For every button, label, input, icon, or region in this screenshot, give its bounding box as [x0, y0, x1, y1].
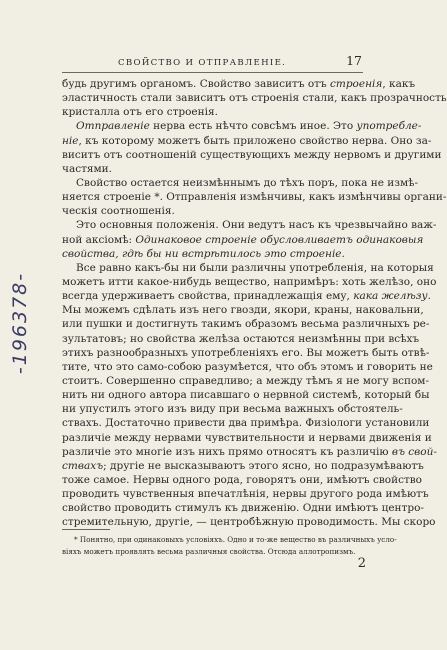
text-line — [62, 487, 429, 501]
footnote-rule — [62, 529, 110, 530]
text-line — [62, 148, 442, 162]
text-line — [62, 119, 422, 133]
emphasis-text: Одинаковое строенiе обусловливаетъ одинаковыя — [135, 233, 424, 246]
text-run: нерва есть нѣчто совсѣмъ иное. Это — [149, 120, 357, 133]
text-line — [62, 374, 430, 388]
text-run: , какъ — [382, 78, 416, 90]
emphasis-text: употребле- — [356, 120, 422, 133]
text-line — [62, 360, 433, 374]
emphasis-text: кака желѣзу — [353, 290, 428, 303]
text-line — [62, 233, 424, 247]
text-run: тоже самое. Нервы одного рода, говорятъ они, имѣютъ свойство — [62, 473, 422, 486]
margin-catalog-number — [8, 258, 32, 388]
text-line — [62, 416, 430, 430]
text-run: всегда удерживаетъ свойства, принадлежащiя ему, — [62, 290, 354, 303]
text-line — [62, 402, 403, 416]
signature-mark: 2 — [357, 556, 366, 571]
footnote — [62, 534, 397, 559]
text-line — [62, 473, 422, 487]
text-run: будь другимъ органомъ. Свойство зависитъ отъ — [62, 78, 330, 90]
text-run: Это основныя положенiя. Они ведутъ насъ къ чрезвычайно важ- — [76, 219, 437, 232]
emphasis-text: въ свой- — [391, 445, 437, 458]
emphasis-text: нiе — [62, 134, 79, 147]
text-run: тите, что это само-собою разумѣется, что объ этомъ и говорить не — [62, 360, 433, 373]
footnote-line: вiяхъ можетъ проявлять весьма различныя свойства. Отсюда аллотропизмъ. — [62, 547, 356, 557]
text-line — [62, 275, 437, 289]
text-run: Мы можемъ сдѣлать изъ него гвозди, якори, краны, наковальни, — [62, 304, 424, 317]
text-run: можетъ итти какое-нибудь вещество, напримѣръ: хоть желѣзо, оно — [62, 275, 437, 288]
text-line — [62, 431, 432, 445]
text-run: ствахъ. Достаточно привести два примѣра. Физiологи установили — [62, 417, 430, 430]
text-line — [62, 346, 430, 360]
text-line — [62, 289, 431, 303]
text-line — [62, 91, 447, 105]
body-text — [62, 77, 447, 530]
running-header — [62, 53, 362, 70]
emphasis-text: свойства, гдѣ бы ни встрѣтилось это строенiе. — [62, 247, 345, 260]
text-line — [62, 190, 447, 204]
text-run: ни упустилъ этого изъ виду при весьма важныхъ обстоятель- — [62, 403, 403, 416]
text-line — [62, 445, 437, 459]
text-line — [62, 459, 424, 473]
text-run: стоитъ. Совершенно справедливо; а между тѣмъ я не могу вспом- — [62, 374, 430, 387]
text-line — [62, 515, 436, 529]
header-rule — [62, 72, 363, 73]
text-run: ной аксiомѣ: — [62, 233, 136, 246]
text-line — [62, 204, 363, 218]
text-line — [62, 218, 437, 232]
text-run: Все равно какъ-бы ни были различны употребленiя, на которыя — [76, 261, 434, 274]
text-line — [62, 317, 430, 331]
emphasis-text: Отправленiе — [76, 120, 150, 133]
footnote-line: * Понятно, при одинаковыхъ условiяхъ. Одно и то-же вещество въ различныхъ усло- — [74, 535, 397, 544]
text-run: кристалла отъ его строенiя. — [62, 106, 218, 119]
text-run: ; другiе не высказываютъ этого ясно, но подразумѣваютъ — [103, 459, 424, 472]
text-run: эластичность стали зависитъ отъ строенiя стали, какъ прозрачность — [62, 92, 447, 105]
running-title: СВОЙСТВО И ОТПРАВЛЕНIЕ. — [118, 58, 287, 68]
text-run: различiе между нервами чувствительности и нервами движенiя и — [62, 431, 432, 444]
emphasis-text: строенiя — [330, 78, 383, 90]
text-run: стремительную, другiе, — центробѣжную проводимость. Мы скоро — [62, 516, 436, 529]
text-run: свойство проводить стимулъ къ движенiю. Одни имѣютъ центро- — [62, 502, 424, 515]
text-run: ческiя соотношенiя. — [62, 205, 175, 218]
text-line — [62, 247, 363, 261]
text-line — [62, 388, 430, 402]
text-run: зультатовъ; но свойства желѣза остаются неизмѣнны при всѣхъ — [62, 332, 420, 345]
text-line — [62, 162, 363, 176]
text-line — [62, 105, 363, 119]
text-run: виситъ отъ соотношенiй существующихъ между нервомъ и другими — [62, 148, 442, 161]
text-run: или пушки и достигнуть такимъ образомъ весьма различныхъ ре- — [62, 318, 430, 331]
text-line — [62, 77, 416, 91]
text-run: няется строенiе *. Отправленiя измѣнчивы, какъ измѣнчивы органи- — [62, 191, 447, 204]
margin-catalog-number-text: -196378- — [9, 271, 31, 375]
text-line — [62, 501, 424, 515]
text-line — [62, 134, 432, 148]
text-run: различiе это многiе изъ нихъ прямо относятъ къ различiю — [62, 445, 392, 458]
text-run: Свойство остается неизмѣннымъ до тѣхъ поръ, пока не измѣ- — [76, 176, 419, 189]
text-run: проводить чувственныя впечатлѣнiя, нервы другого рода имѣютъ — [62, 488, 429, 501]
emphasis-text: ствахъ — [62, 459, 104, 472]
text-line — [62, 332, 420, 346]
text-run: , къ которому можетъ быть приложено свойство нерва. Оно за- — [78, 134, 432, 147]
text-run: нить ни одного автора писавшаго о нервной системѣ, который бы — [62, 389, 430, 402]
text-run: этихъ разнообразныхъ употребленiяхъ его. Вы можетъ быть отвѣ- — [62, 346, 430, 359]
text-line — [62, 176, 419, 190]
page-number: 17 — [346, 53, 362, 68]
text-line — [62, 303, 424, 317]
text-line — [62, 261, 434, 275]
text-run: . — [427, 290, 431, 303]
text-run: частями. — [62, 162, 113, 175]
